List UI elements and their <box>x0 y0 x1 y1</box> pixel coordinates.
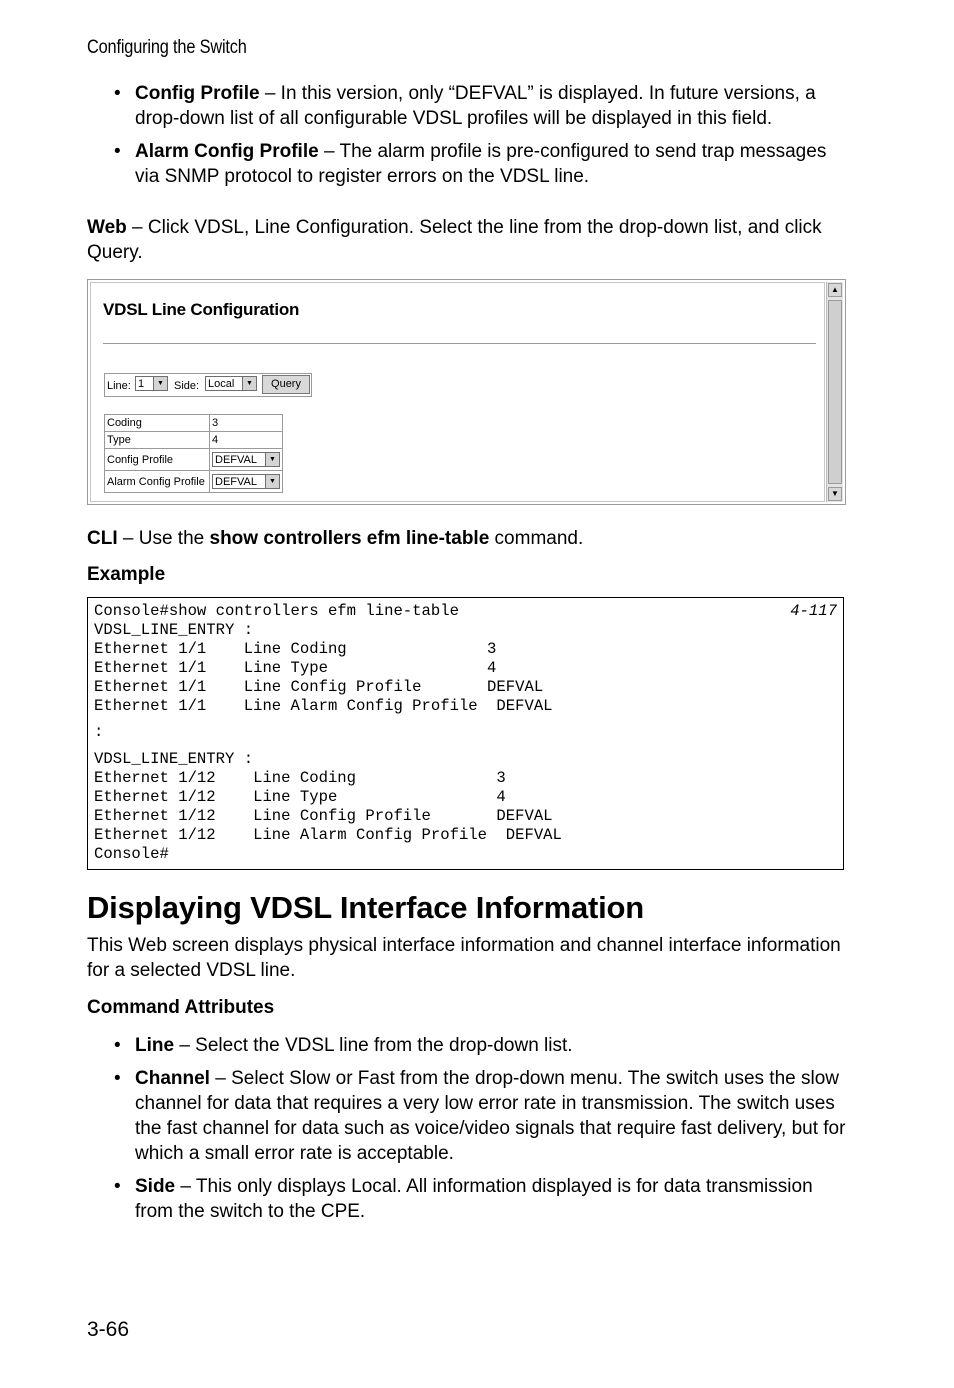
command-reference: 4-117 <box>790 602 837 620</box>
table-row <box>105 415 283 432</box>
command-attributes-heading: Command Attributes <box>87 997 275 1018</box>
screenshot-frame <box>90 282 825 502</box>
section-paragraph: This Web screen displays physical interface information and channel interface information for a selected VDSL line. <box>87 935 841 981</box>
line-select[interactable] <box>135 376 168 391</box>
side-select-value: Local <box>208 378 235 390</box>
table-row <box>105 449 283 471</box>
example-heading: Example <box>87 564 166 585</box>
cli-term: CLI <box>87 528 118 549</box>
code-line: VDSL_LINE_ENTRY : <box>94 621 254 639</box>
alarm-config-profile-value: DEFVAL <box>215 476 257 488</box>
side-select[interactable] <box>205 376 257 391</box>
chevron-down-icon[interactable]: ▼ <box>153 377 167 390</box>
list-item <box>114 139 854 189</box>
vertical-scrollbar[interactable] <box>826 282 843 502</box>
code-line: Console#show controllers efm line-table <box>94 602 459 620</box>
bullet-icon: • <box>114 1176 121 1197</box>
bullet-text: – In this version, only “DEFVAL” is displayed. In future versions, a drop-down list of all configurable VDSL profiles will be displayed in this field. <box>135 83 816 129</box>
alarm-config-profile-cell <box>210 471 283 493</box>
bottom-bullet-list <box>114 1033 854 1232</box>
bullet-icon: • <box>114 83 121 104</box>
bullet-term: Config Profile <box>135 83 260 104</box>
chevron-down-icon[interactable]: ▼ <box>265 453 279 466</box>
code-line: Console# <box>94 845 169 863</box>
scroll-up-arrow-icon[interactable]: ▲ <box>828 283 842 297</box>
screenshot-title: VDSL Line Configuration <box>103 300 300 319</box>
config-profile-select[interactable] <box>212 452 280 467</box>
bullet-term: Channel <box>135 1068 210 1089</box>
code-line: Ethernet 1/1 Line Alarm Config Profile DEFVAL <box>94 697 553 715</box>
code-line: Ethernet 1/1 Line Coding 3 <box>94 640 497 658</box>
code-line: Ethernet 1/12 Line Type 4 <box>94 788 506 806</box>
code-line: Ethernet 1/1 Line Config Profile DEFVAL <box>94 678 544 696</box>
coding-label: Coding <box>105 415 210 432</box>
web-paragraph <box>87 215 847 265</box>
alarm-config-profile-select[interactable] <box>212 474 280 489</box>
list-item <box>114 1033 854 1058</box>
code-line: Ethernet 1/12 Line Alarm Config Profile DEFVAL <box>94 826 562 844</box>
section-title: Displaying VDSL Interface Information <box>87 890 645 925</box>
line-label: Line: <box>107 380 131 392</box>
config-profile-value: DEFVAL <box>215 454 257 466</box>
query-controls <box>104 373 312 397</box>
list-item <box>114 1066 854 1166</box>
bullet-term: Side <box>135 1176 176 1197</box>
line-attributes-table <box>104 414 283 493</box>
bullet-icon: • <box>114 1035 121 1056</box>
web-term: Web <box>87 217 127 238</box>
top-bullet-list <box>114 81 854 197</box>
code-line: Ethernet 1/12 Line Coding 3 <box>94 769 506 787</box>
bullet-term: Line <box>135 1035 175 1056</box>
alarm-config-profile-label: Alarm Config Profile <box>105 471 210 493</box>
type-label: Type <box>105 432 210 449</box>
cli-paragraph <box>87 526 847 551</box>
list-item <box>114 1174 854 1224</box>
cli-text-post: command. <box>489 528 584 549</box>
config-profile-label: Config Profile <box>105 449 210 471</box>
line-select-value: 1 <box>138 378 145 390</box>
bullet-text: – The alarm profile is pre-configured to send trap messages via SNMP protocol to register errors on the VDSL line. <box>135 141 827 187</box>
chevron-down-icon[interactable]: ▼ <box>265 475 279 488</box>
query-button[interactable]: Query <box>262 375 310 394</box>
table-row <box>105 432 283 449</box>
list-item <box>114 81 854 131</box>
web-text: – Click VDSL, Line Configuration. Select the line from the drop-down list, and click Query. <box>87 217 822 263</box>
cli-example-box <box>87 597 844 870</box>
scroll-down-arrow-icon[interactable]: ▼ <box>828 487 842 501</box>
running-head: Configuring the Switch <box>87 37 247 58</box>
cli-command: show controllers efm line-table <box>209 528 490 549</box>
vdsl-line-config-screenshot <box>87 279 846 505</box>
code-line: VDSL_LINE_ENTRY : <box>94 750 254 768</box>
code-line: Ethernet 1/1 Line Type 4 <box>94 659 497 677</box>
config-profile-cell <box>210 449 283 471</box>
bullet-text: – Select the VDSL line from the drop-down list. <box>174 1035 573 1056</box>
cli-text-pre: – Use the <box>117 528 210 549</box>
bullet-icon: • <box>114 141 121 162</box>
chevron-down-icon[interactable]: ▼ <box>242 377 256 390</box>
code-line: : <box>94 723 104 741</box>
table-row <box>105 471 283 493</box>
bullet-text: – Select Slow or Fast from the drop-down menu. The switch uses the slow channel for data that requires a very low error rate in transmission. The switch uses the fast channel for data such as voice/video signals that require fast delivery, but for which a small error rate is acceptable. <box>135 1068 846 1164</box>
code-line: Ethernet 1/12 Line Config Profile DEFVAL <box>94 807 553 825</box>
page-number: 3-66 <box>87 1318 130 1341</box>
bullet-text: – This only displays Local. All information displayed is for data transmission from the switch to the CPE. <box>135 1176 813 1222</box>
side-label: Side: <box>174 380 200 392</box>
bullet-icon: • <box>114 1068 121 1089</box>
coding-value: 3 <box>210 415 283 432</box>
title-divider <box>103 343 816 344</box>
type-value: 4 <box>210 432 283 449</box>
bullet-term: Alarm Config Profile <box>135 141 319 162</box>
scrollbar-thumb[interactable] <box>828 300 842 484</box>
